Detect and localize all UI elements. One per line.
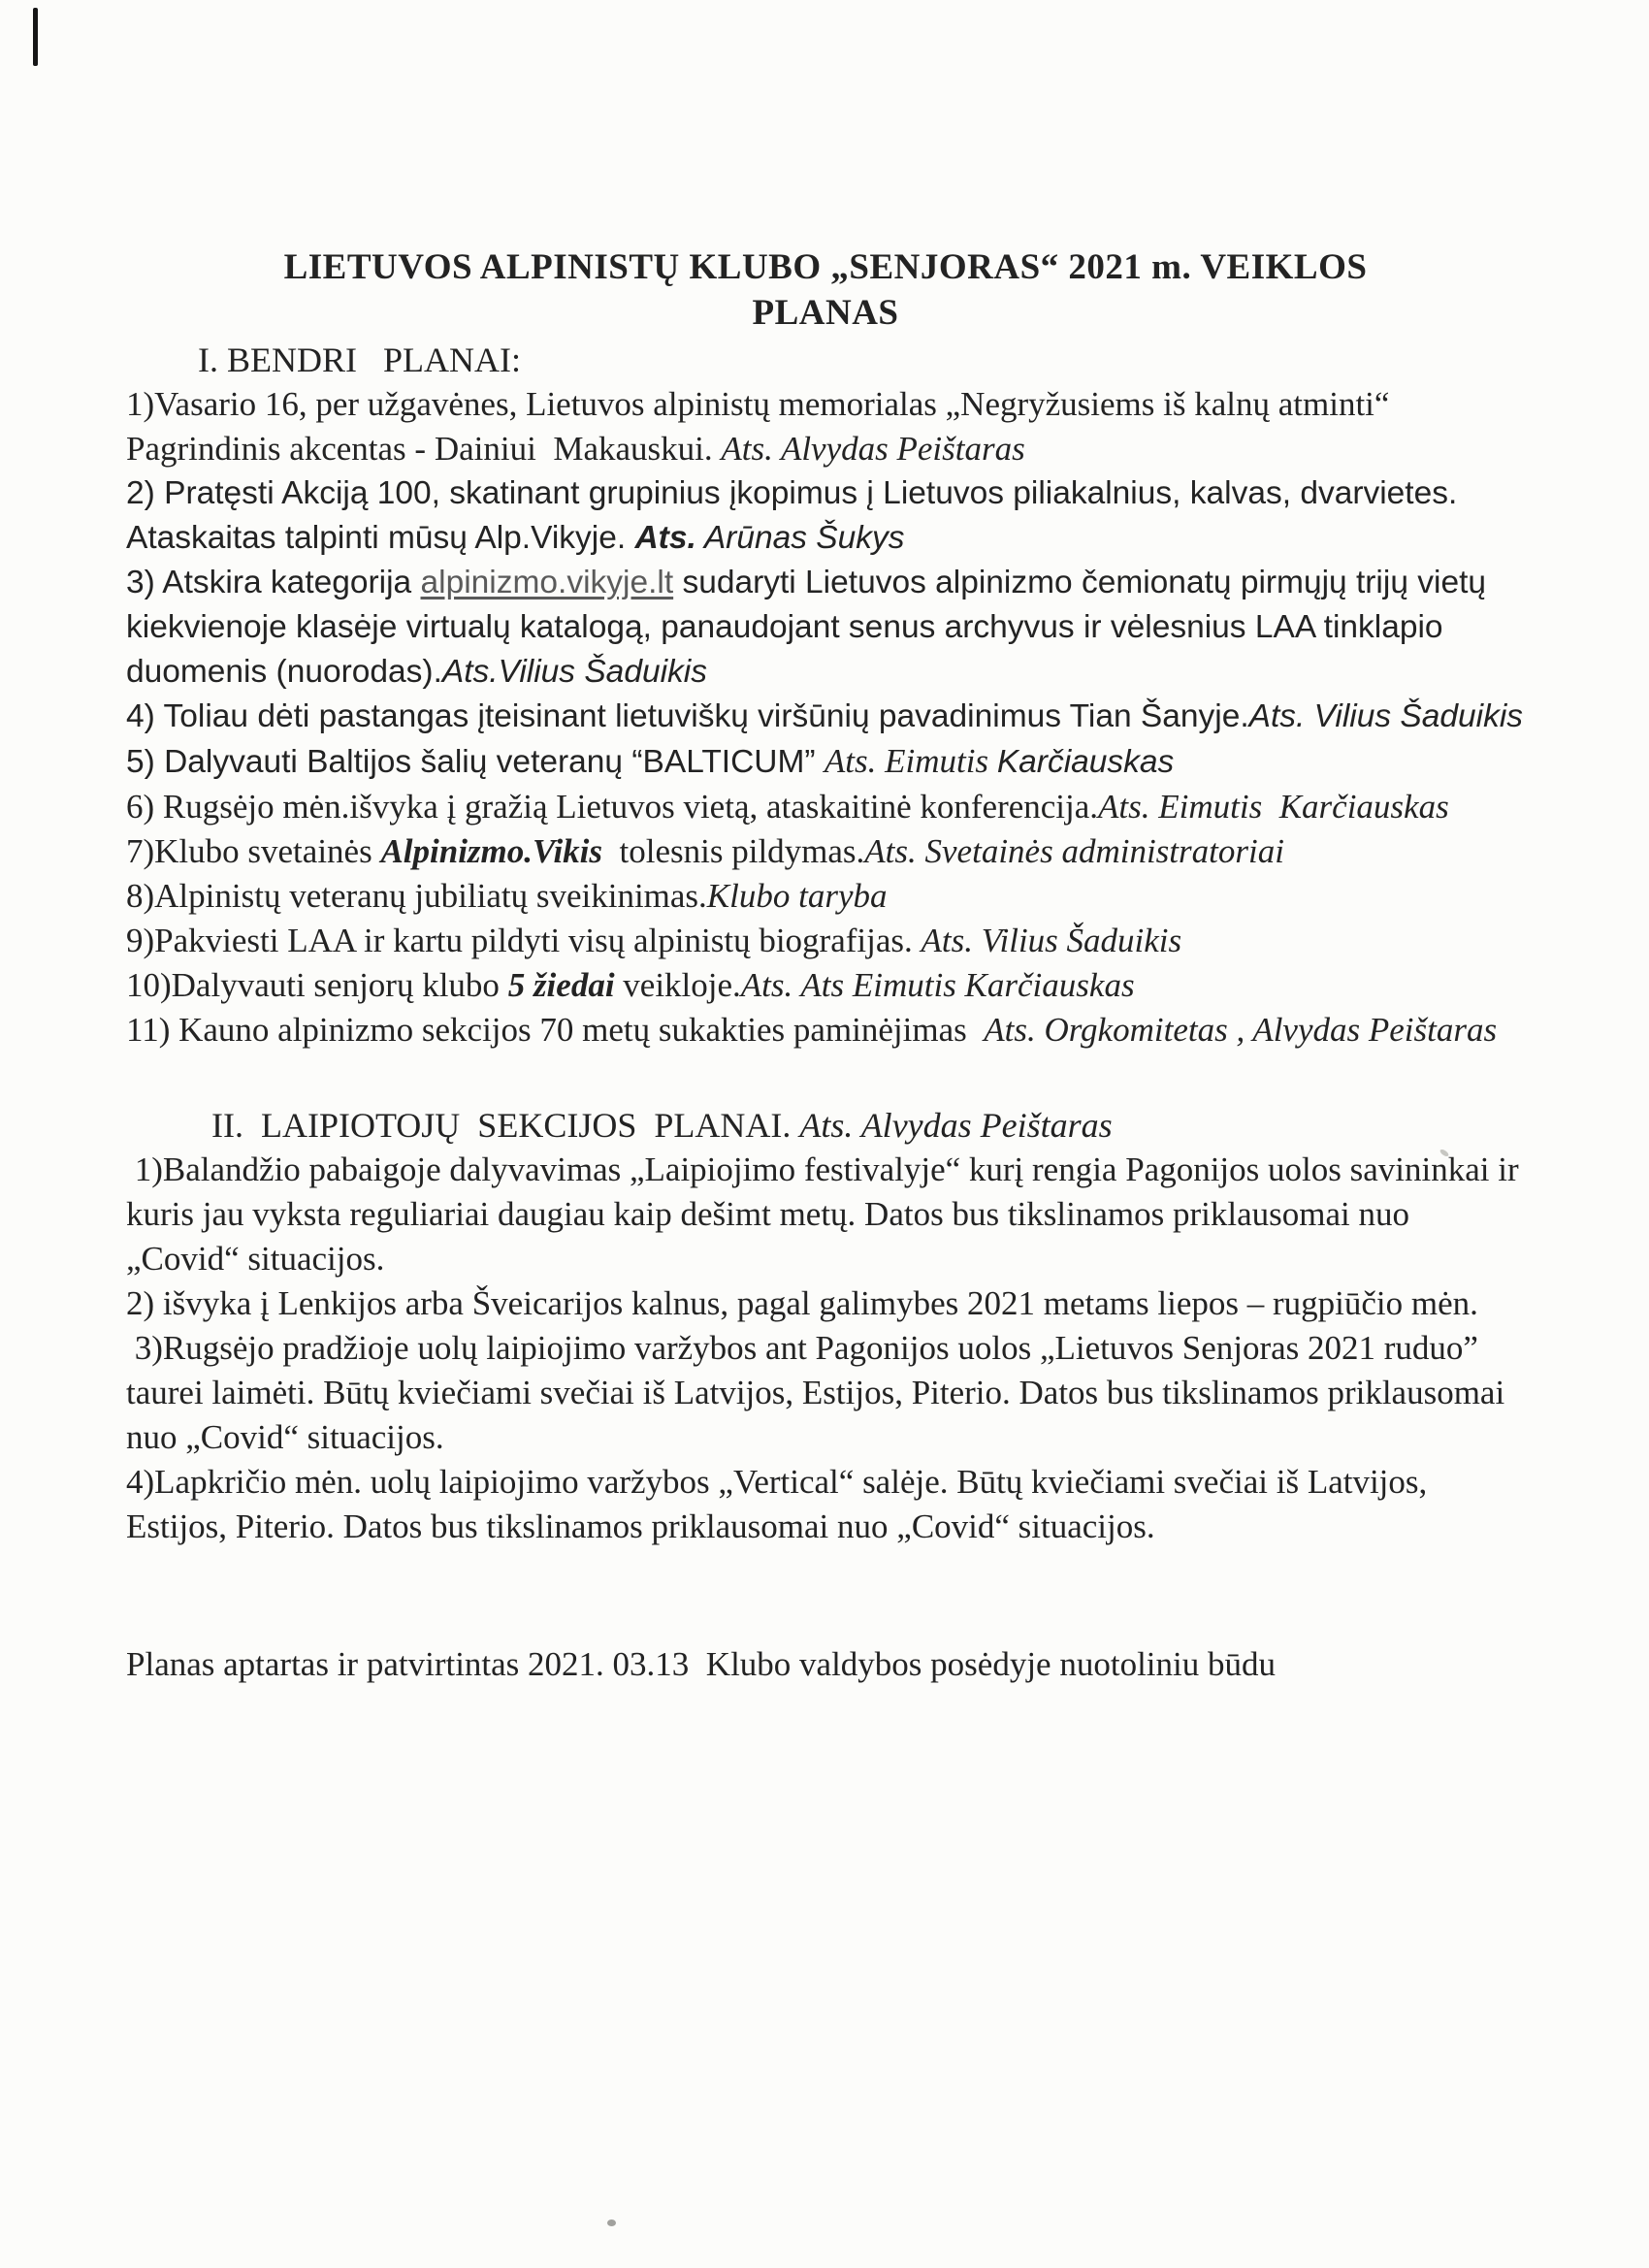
title-line1: LIETUVOS ALPINISTŲ KLUBO „SENJORAS“ 2021 m. VEIKLOS — [283, 247, 1368, 287]
alpinizmo-vikyje-link: alpinizmo.vikyje.lt — [420, 565, 674, 600]
document-content — [126, 244, 1528, 1687]
plan-item-8 — [126, 874, 1525, 919]
item9-responsible: Ats. Vilius Šaduikis — [921, 922, 1182, 959]
plan-item-2 — [126, 471, 1525, 561]
item1-text: 1)Vasario 16, per užgavėnes, Lietuvos alpinistų memorialas „Negryžusiems iš kalnų atminti“ Pagrindinis akcentas - Dainiui Makauskui. — [126, 385, 1399, 468]
item10-club-name: 5 žiedai — [507, 966, 615, 1004]
plan-item-9 — [126, 919, 1525, 963]
item2-responsible: Arūnas Šukys — [695, 520, 905, 556]
climbers-item-1: 1)Balandžio pabaigoje dalyvavimas „Laipiojimo festivalyje“ kurį rengia Pagonijos uolos savininkai ir kuris jau vyksta reguliariai daugiau kaip dešimt metų. Datos bus tikslinamos priklausomai nuo „Covid“ situacijos. — [126, 1150, 1528, 1278]
section1-heading: I. BENDRI PLANAI: — [198, 340, 521, 379]
climbers-item-3: 3)Rugsėjo pradžioje uolų laipiojimo varžybos ant Pagonijos uolos „Lietuvos Senjoras 2021 ruduo” taurei laimėti. Būtų kviečiami svečiai iš Latvijos, Estijos, Piterio. Datos bus tikslinamos priklausomai nuo „Covid“ situacijos. — [126, 1329, 1513, 1456]
plan-item-7 — [126, 829, 1525, 874]
item6-responsible: Ats. Eimutis Karčiauskas — [1098, 788, 1449, 826]
item5-responsible-first: Ats. Eimutis — [824, 742, 997, 780]
item11-text: 11) Kauno alpinizmo sekcijos 70 metų sukakties paminėjimas — [126, 1011, 985, 1049]
item10-responsible: Ats. Ats Eimutis Karčiauskas — [740, 966, 1135, 1004]
item7-site-name: Alpinizmo.Vikis — [380, 832, 603, 870]
item1-responsible: Ats. Alvydas Peištaras — [721, 430, 1025, 468]
item8-responsible: Klubo taryba — [706, 877, 888, 915]
plan-item-5 — [126, 739, 1525, 785]
section2-heading — [126, 1103, 1525, 1148]
plan-item-4 — [126, 695, 1525, 739]
item2-text: 2) Pratęsti Akciją 100, skatinant grupinius įkopimus į Lietuvos piliakalnius, kalvas, dvarvietes. Ataskaitas talpinti mūsų Alp.Vikyje. — [126, 475, 1465, 556]
item3-text-pre: 3) Atskira kategorija — [126, 565, 421, 600]
item7-responsible: Ats. Svetainės administratoriai — [864, 832, 1284, 870]
section2-responsible: Ats. Alvydas Peištaras — [799, 1106, 1113, 1145]
plan-item-11 — [126, 1008, 1525, 1053]
item7-text-post: tolesnis pildymas. — [602, 832, 865, 870]
approval-note: Planas aptartas ir patvirtintas 2021. 03.13 Klubo valdybos posėdyje nuotoliniu būdu — [126, 1645, 1276, 1683]
item4-text: 4) Toliau dėti pastangas įteisinant lietuviškų viršūnių pavadinimus Tian Šanyje. — [126, 698, 1249, 734]
item4-responsible: Ats. Vilius Šaduikis — [1248, 698, 1524, 734]
item9-text: 9)Pakviesti LAA ir kartu pildyti visų alpinistų biografijas. — [126, 922, 922, 959]
title-line2: PLANAS — [752, 293, 899, 333]
scan-artifact — [33, 8, 38, 66]
item2-responsible-label: Ats. — [634, 520, 696, 556]
item3-responsible: Ats.Vilius Šaduikis — [441, 654, 707, 690]
item3-text-post: sudaryti Lietuvos alpinizmo čemionatų pirmųjų trijų vietų kiekvienoje klasėje virtualų katalogą, panaudojant senus archyvus ir vėlesnius LAA tinklapio duomenis (nuorodas). — [126, 565, 1496, 690]
item10-text-pre: 10)Dalyvauti senjorų klubo — [126, 966, 508, 1004]
scan-artifact — [607, 2219, 616, 2226]
plan-item-3 — [126, 561, 1525, 695]
item8-text: 8)Alpinistų veteranų jubiliatų sveikinimas. — [126, 877, 707, 915]
plan-item-6 — [126, 785, 1525, 829]
item11-responsible: Ats. Orgkomitetas , Alvydas Peištaras — [984, 1011, 1498, 1049]
climbers-item-2: 2) išvyka į Lenkijos arba Šveicarijos kalnus, pagal galimybes 2021 metams liepos – rugpiūčio mėn. — [126, 1284, 1478, 1322]
climbers-item-4: 4)Lapkričio mėn. uolų laipiojimo varžybos „Vertical“ salėje. Būtų kviečiami svečiai iš Latvijos, Estijos, Piterio. Datos bus tikslinamos priklausomai nuo „Covid“ situacijos. — [126, 1463, 1437, 1545]
item10-text-post: veikloje. — [614, 966, 741, 1004]
section2-heading-text: II. LAIPIOTOJŲ SEKCIJOS PLANAI. — [211, 1106, 800, 1145]
item7-text-pre: 7)Klubo svetainės — [126, 832, 381, 870]
item6-text: 6) Rugsėjo mėn.išvyka į gražią Lietuvos vietą, ataskaitinė konferencija. — [126, 788, 1099, 826]
item5-responsible-last: Karčiauskas — [996, 744, 1175, 780]
item5-text: 5) Dalyvauti Baltijos šalių veteranų “BALTICUM” — [126, 744, 824, 780]
plan-item-10 — [126, 963, 1525, 1008]
document-title — [126, 244, 1525, 336]
plan-item-1 — [126, 382, 1525, 471]
